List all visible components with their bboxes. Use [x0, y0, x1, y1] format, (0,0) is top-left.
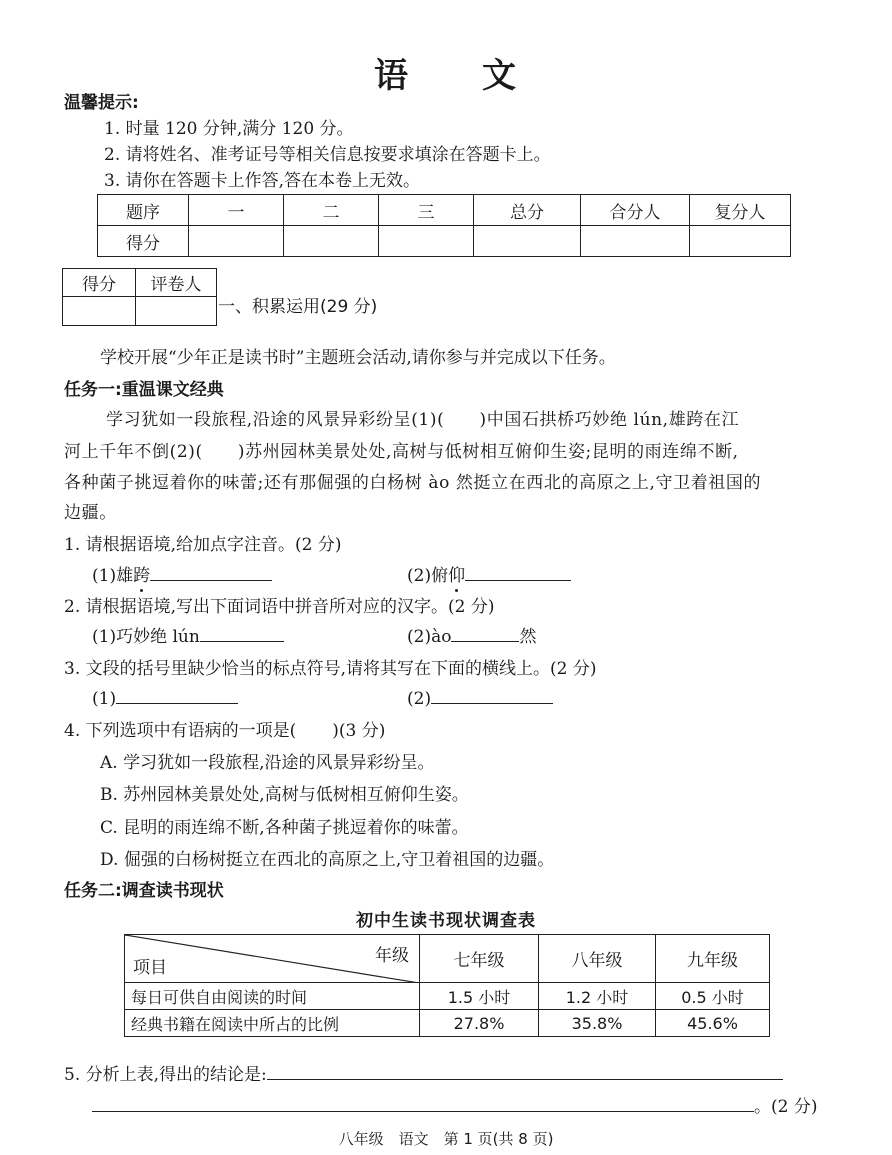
score-cell[interactable]	[474, 226, 581, 257]
score-table	[97, 194, 791, 257]
q5-stem-text: 5. 分析上表,得出的结论是:	[64, 1065, 267, 1085]
question-5-line2	[92, 1092, 817, 1117]
question-1-a	[92, 561, 272, 586]
question-2-b	[407, 622, 536, 647]
page-footer: 八年级 语文 第 1 页(共 8 页)	[338, 1130, 554, 1148]
survey-column-header: 九年级	[656, 935, 770, 983]
survey-cell: 0.5 小时	[656, 983, 770, 1010]
task2-title: 任务二:调查读书现状	[64, 881, 224, 901]
q1a-answer-blank[interactable]	[150, 562, 272, 581]
survey-cell: 45.6%	[656, 1010, 770, 1037]
grader-name-cell[interactable]	[136, 297, 217, 326]
survey-cell: 1.5 小时	[420, 983, 539, 1010]
q2b-answer-blank[interactable]	[451, 623, 519, 642]
page-title: 语 文	[374, 56, 518, 96]
score-cell[interactable]	[581, 226, 690, 257]
survey-caption: 初中生读书现状调查表	[356, 911, 536, 931]
section-intro: 学校开展“少年正是读书时”主题班会活动,请你参与并完成以下任务。	[100, 348, 616, 368]
option-d: D. 倔强的白杨树挺立在西北的高原之上,守卫着祖国的边疆。	[100, 850, 555, 870]
passage-line: 边疆。	[64, 503, 117, 523]
q3b-prefix: (2)	[407, 689, 432, 709]
score-table-header: 一	[189, 195, 284, 226]
score-cell[interactable]	[379, 226, 474, 257]
score-table-header: 二	[284, 195, 379, 226]
question-5-stem	[64, 1060, 783, 1085]
q4-stem-prefix: 4. 下列选项中有语病的一项是(	[64, 721, 297, 741]
survey-corner-bottom: 项目	[133, 958, 167, 978]
score-table-header: 总分	[474, 195, 581, 226]
question-4-stem	[64, 716, 385, 741]
q1a-prefix: (1)雄	[92, 566, 134, 586]
question-2-stem: 2. 请根据语境,写出下面词语中拼音所对应的汉字。(2 分)	[64, 597, 495, 617]
section-title: 一、积累运用(29 分)	[218, 297, 378, 317]
grader-box	[62, 268, 217, 326]
q3b-answer-blank[interactable]	[431, 685, 553, 704]
tips-heading: 温馨提示:	[64, 93, 139, 113]
passage-line: 河上千年不倒(2)( )苏州园林美景处处,高树与低树相互俯仰生姿;昆明的雨连绵不断,	[64, 442, 739, 462]
q1b-answer-blank[interactable]	[465, 562, 571, 581]
q4-stem-suffix: )(3 分)	[332, 721, 386, 741]
score-table-header: 题序	[98, 195, 189, 226]
score-table-header: 复分人	[690, 195, 791, 226]
question-1-b	[407, 561, 571, 586]
survey-column-header: 七年级	[420, 935, 539, 983]
grader-name-label: 评卷人	[136, 269, 217, 297]
score-table-header: 合分人	[581, 195, 690, 226]
score-cell[interactable]	[690, 226, 791, 257]
tip-item: 1. 时量 120 分钟,满分 120 分。	[104, 119, 354, 139]
q1b-dotted-char: 仰	[448, 561, 465, 586]
option-c: C. 昆明的雨连绵不断,各种菌子挑逗着你的味蕾。	[100, 818, 469, 838]
q3a-answer-blank[interactable]	[116, 685, 238, 704]
score-cell[interactable]	[189, 226, 284, 257]
survey-column-header: 八年级	[539, 935, 656, 983]
q1b-prefix: (2)俯	[407, 566, 449, 586]
survey-cell: 35.8%	[539, 1010, 656, 1037]
survey-corner-cell	[125, 935, 420, 983]
question-3-a	[92, 685, 238, 709]
tip-item: 3. 请你在答题卡上作答,答在本卷上无效。	[104, 171, 421, 191]
survey-corner-top: 年级	[375, 946, 409, 966]
passage-line: 各种菌子挑逗着你的味蕾;还有那倔强的白杨树 ào 然挺立在西北的高原之上,守卫着祖国的	[64, 473, 762, 493]
q5-answer-blank-1[interactable]	[267, 1061, 783, 1080]
score-table-header: 三	[379, 195, 474, 226]
question-1-stem: 1. 请根据语境,给加点字注音。(2 分)	[64, 535, 342, 555]
question-2-a	[92, 622, 284, 647]
grader-score-cell[interactable]	[63, 297, 136, 326]
option-a: A. 学习犹如一段旅程,沿途的风景异彩纷呈。	[100, 753, 435, 773]
question-3-stem: 3. 文段的括号里缺少恰当的标点符号,请将其写在下面的横线上。(2 分)	[64, 659, 597, 679]
q2a-answer-blank[interactable]	[200, 623, 284, 642]
survey-cell: 27.8%	[420, 1010, 539, 1037]
survey-table	[124, 934, 770, 1037]
survey-row-label: 每日可供自由阅读的时间	[125, 983, 420, 1010]
tip-item: 2. 请将姓名、准考证号等相关信息按要求填涂在答题卡上。	[104, 145, 551, 165]
survey-row-label: 经典书籍在阅读中所占的比例	[125, 1010, 420, 1037]
passage-line: 学习犹如一段旅程,沿途的风景异彩纷呈(1)( )中国石拱桥巧妙绝 lún,雄跨在江	[106, 410, 740, 430]
q5-end-text: 。(2 分)	[754, 1097, 818, 1117]
q2b-suffix: 然	[519, 627, 537, 647]
q5-answer-blank-2[interactable]	[92, 1093, 754, 1112]
question-3-b	[407, 685, 553, 709]
q2a-prefix: (1)巧妙绝 lún	[92, 627, 200, 647]
q1a-dotted-char: 跨	[133, 561, 150, 586]
q3a-prefix: (1)	[92, 689, 117, 709]
option-b: B. 苏州园林美景处处,高树与低树相互俯仰生姿。	[100, 785, 469, 805]
task1-title: 任务一:重温课文经典	[64, 380, 224, 400]
score-table-row-label: 得分	[98, 226, 189, 257]
survey-cell: 1.2 小时	[539, 983, 656, 1010]
grader-score-label: 得分	[63, 269, 136, 297]
score-cell[interactable]	[284, 226, 379, 257]
q2b-prefix: (2)ào	[407, 627, 452, 647]
